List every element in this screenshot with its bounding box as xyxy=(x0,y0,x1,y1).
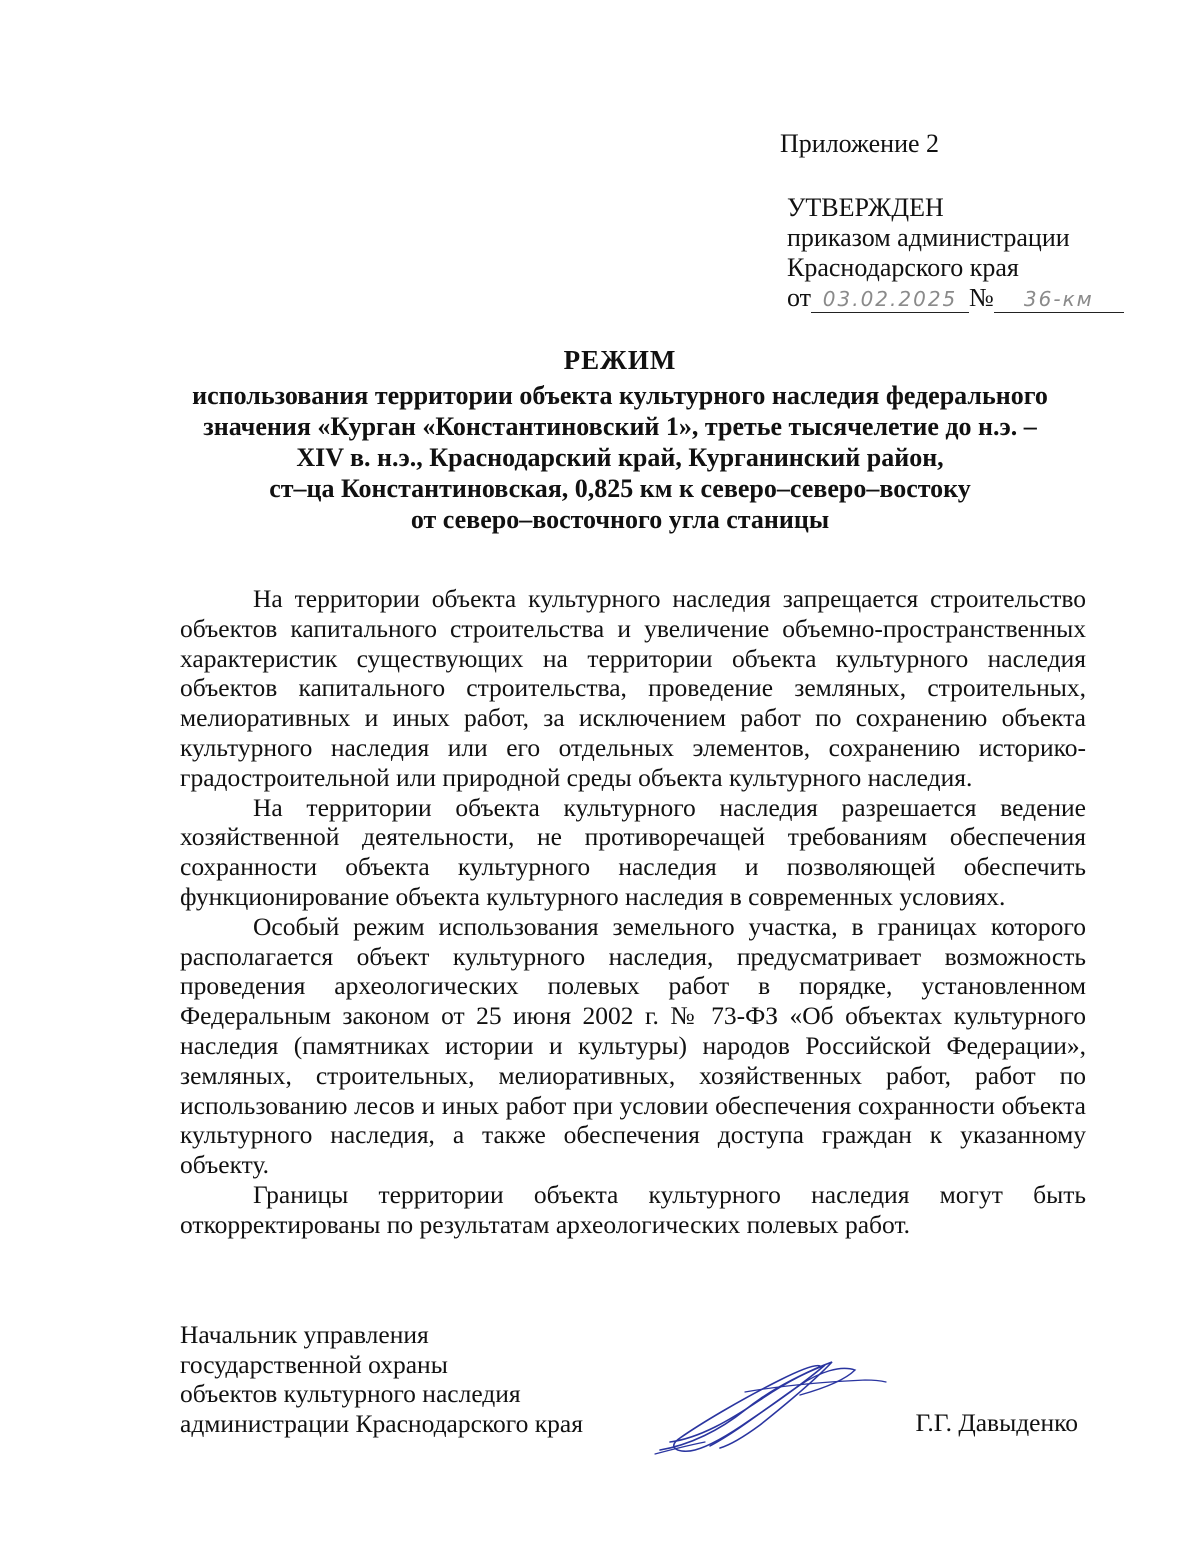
position-line: администрации Краснодарского края xyxy=(180,1408,583,1438)
position-line: объектов культурного наследия xyxy=(180,1379,521,1408)
approved-line-2: Краснодарского края xyxy=(787,253,1019,282)
title-line: XIV в. н.э., Краснодарский край, Курганинский район, xyxy=(296,443,944,472)
document-title xyxy=(150,345,1090,535)
approval-block xyxy=(787,193,1167,313)
title-main: РЕЖИМ xyxy=(563,345,677,375)
approval-number-value: 36-км xyxy=(994,286,1124,313)
position-line: государственной охраны xyxy=(180,1349,448,1379)
handwritten-signature-icon xyxy=(650,1350,890,1460)
title-line: значения «Курган «Константиновский 1», третье тысячелетие до н.э. – xyxy=(203,412,1037,441)
position-line: Начальник управления xyxy=(180,1320,429,1349)
title-line: использования территории объекта культурного наследия федерального xyxy=(192,381,1048,410)
document-body xyxy=(180,584,1086,1240)
approval-date-value: 03.02.2025 xyxy=(811,286,969,313)
appendix-label: Приложение 2 xyxy=(780,129,940,158)
body-paragraph: На территории объекта культурного наследия разрешается ведение хозяйственной деятельности, не противоречащей требованиям обеспечения сохранности объекта культурного наследия и позволяющей обеспечить функционирование объекта культурного наследия в современных условиях. xyxy=(180,792,1086,911)
title-line: ст–ца Константиновская, 0,825 км к северо–северо–востоку xyxy=(269,474,971,503)
signature-block xyxy=(180,1320,1086,1460)
body-paragraph: Границы территории объекта культурного наследия могут быть откорректированы по результатам археологических полевых работ. xyxy=(180,1179,1086,1239)
title-line: от северо–восточного угла станицы xyxy=(410,505,830,534)
signatory-name: Г.Г. Давыденко xyxy=(915,1408,1078,1437)
approved-line-1: приказом администрации xyxy=(787,223,1070,252)
body-paragraph: Особый режим использования земельного участка, в границах которого располагается объект культурного наследия, предусматривает возможность проведения археологических полевых работ в порядке, установленном Федеральным законом от 25 июня 2002 г. № 73-ФЗ «Об объектах культурного наследия (памятниках истории и культуры) народов Российской Федерации», земляных, строительных, мелиоративных, хозяйственных работ, работ по использованию лесов и иных работ при условии обеспечения сохранности объекта культурного наследия, а также обеспечения доступа граждан к указанному объекту. xyxy=(180,911,1086,1180)
body-paragraph: На территории объекта культурного наследия запрещается строительство объектов капитального строительства и увеличение объемно-пространственных характеристик существующих на территории объекта культурного наследия объектов капитального строительства, проведение земляных, строительных, мелиоративных и иных работ, за исключением работ по сохранению объекта культурного наследия или его отдельных элементов, сохранению историко-градостроительной или природной среды объекта культурного наследия. xyxy=(180,584,1086,792)
signatory-position xyxy=(180,1320,583,1438)
approval-date-line xyxy=(787,283,1167,313)
approved-title: УТВЕРЖДЕН xyxy=(787,193,944,222)
number-prefix: № xyxy=(969,283,994,312)
date-prefix: от xyxy=(787,283,812,312)
